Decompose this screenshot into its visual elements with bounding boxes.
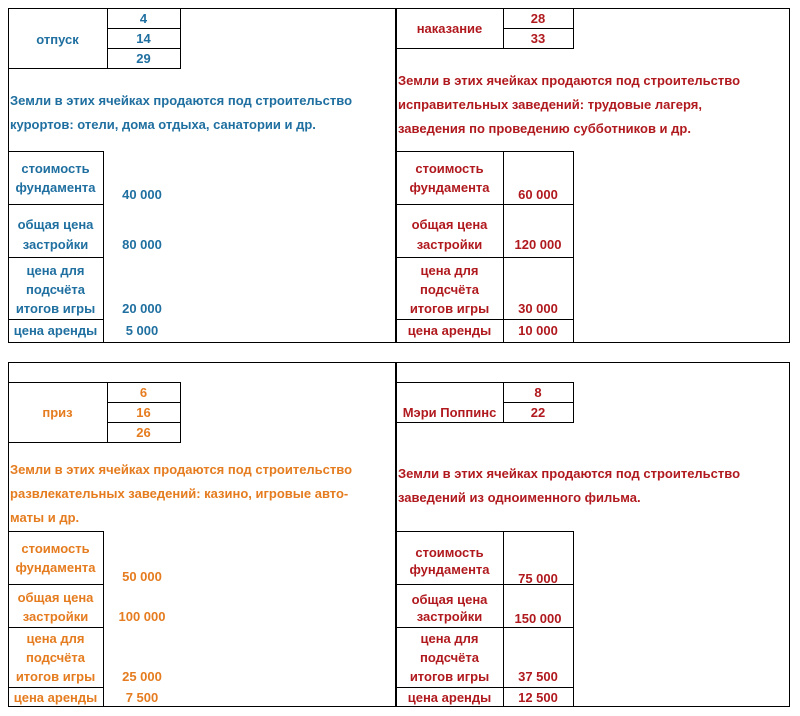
card-description: Земли в этих ячейках продаются под строительство развлекательных заведений: казино, игровые авто-маты и др. <box>10 462 353 525</box>
price-label: цена аренды <box>407 690 492 705</box>
price-label: фундамента <box>409 180 490 195</box>
price-label: цена аренды <box>407 323 492 338</box>
price-label: подсчёта <box>26 650 85 665</box>
card-title: наказание <box>416 21 483 36</box>
price-value: 100 000 <box>118 609 166 624</box>
price-label: подсчёта <box>420 650 479 665</box>
price-label: застройки <box>416 237 483 252</box>
cell-number: 28 <box>530 11 546 26</box>
price-value: 40 000 <box>122 187 162 202</box>
price-value: 60 000 <box>518 187 558 202</box>
price-value: 10 000 <box>518 323 558 338</box>
price-value: 20 000 <box>122 301 162 316</box>
price-value: 5 000 <box>125 323 159 338</box>
price-label: итогов игры <box>409 669 490 684</box>
cell-number: 8 <box>534 385 542 400</box>
price-label: стоимость <box>21 161 90 176</box>
price-label: подсчёта <box>26 282 85 297</box>
card-title: отпуск <box>36 32 79 47</box>
price-label: цена для <box>26 631 85 646</box>
cell-number: 26 <box>136 425 151 440</box>
price-value: 37 500 <box>518 669 558 684</box>
cell-number: 29 <box>136 51 151 66</box>
price-label: цена аренды <box>13 690 98 705</box>
price-label: общая цена <box>411 592 488 607</box>
card-title: приз <box>42 405 73 420</box>
price-label: цена для <box>420 631 479 646</box>
card-description: Земли в этих ячейках продаются под строительство заведений из одноименного фильма. <box>398 466 741 505</box>
price-label: застройки <box>22 609 89 624</box>
price-label: итогов игры <box>409 301 490 316</box>
price-label: подсчёта <box>420 282 479 297</box>
price-value: 80 000 <box>122 237 162 252</box>
price-label: общая цена <box>17 590 94 605</box>
price-label: фундамента <box>15 560 96 575</box>
price-value: 7 500 <box>125 690 159 705</box>
price-value: 30 000 <box>518 301 558 316</box>
price-label: итогов игры <box>15 669 96 684</box>
price-label: общая цена <box>17 217 94 232</box>
price-label: фундамента <box>15 180 96 195</box>
cell-number: 22 <box>530 405 546 420</box>
card-description: Земли в этих ячейках продаются под строительство курортов: отели, дома отдыха, санатории и др. <box>10 93 353 132</box>
cell-number: 14 <box>136 31 151 46</box>
price-label: стоимость <box>21 541 90 556</box>
price-label: застройки <box>22 237 89 252</box>
cell-number: 16 <box>136 405 151 420</box>
cell-number: 6 <box>139 385 148 400</box>
price-value: 50 000 <box>122 569 162 584</box>
price-label: стоимость <box>415 545 484 560</box>
price-value: 25 000 <box>122 669 162 684</box>
price-label: итогов игры <box>15 301 96 316</box>
price-label: цена для <box>420 263 479 278</box>
price-value: 75 000 <box>518 571 558 586</box>
card-title: Мэри Поппинс <box>402 405 497 420</box>
price-label: цена для <box>26 263 85 278</box>
price-value: 12 500 <box>518 690 558 705</box>
price-label: стоимость <box>415 161 484 176</box>
price-label: застройки <box>416 609 483 624</box>
price-value: 150 000 <box>514 611 562 626</box>
price-label: фундамента <box>409 562 490 577</box>
price-label: общая цена <box>411 217 488 232</box>
price-value: 120 000 <box>514 237 562 252</box>
cell-number: 33 <box>530 31 546 46</box>
card-description: Земли в этих ячейках продаются под строительство исправительных заведений: трудовые лагеря, заведения по проведению субботников и др. <box>398 73 741 136</box>
cell-number: 4 <box>139 11 148 26</box>
price-label: цена аренды <box>13 323 98 338</box>
